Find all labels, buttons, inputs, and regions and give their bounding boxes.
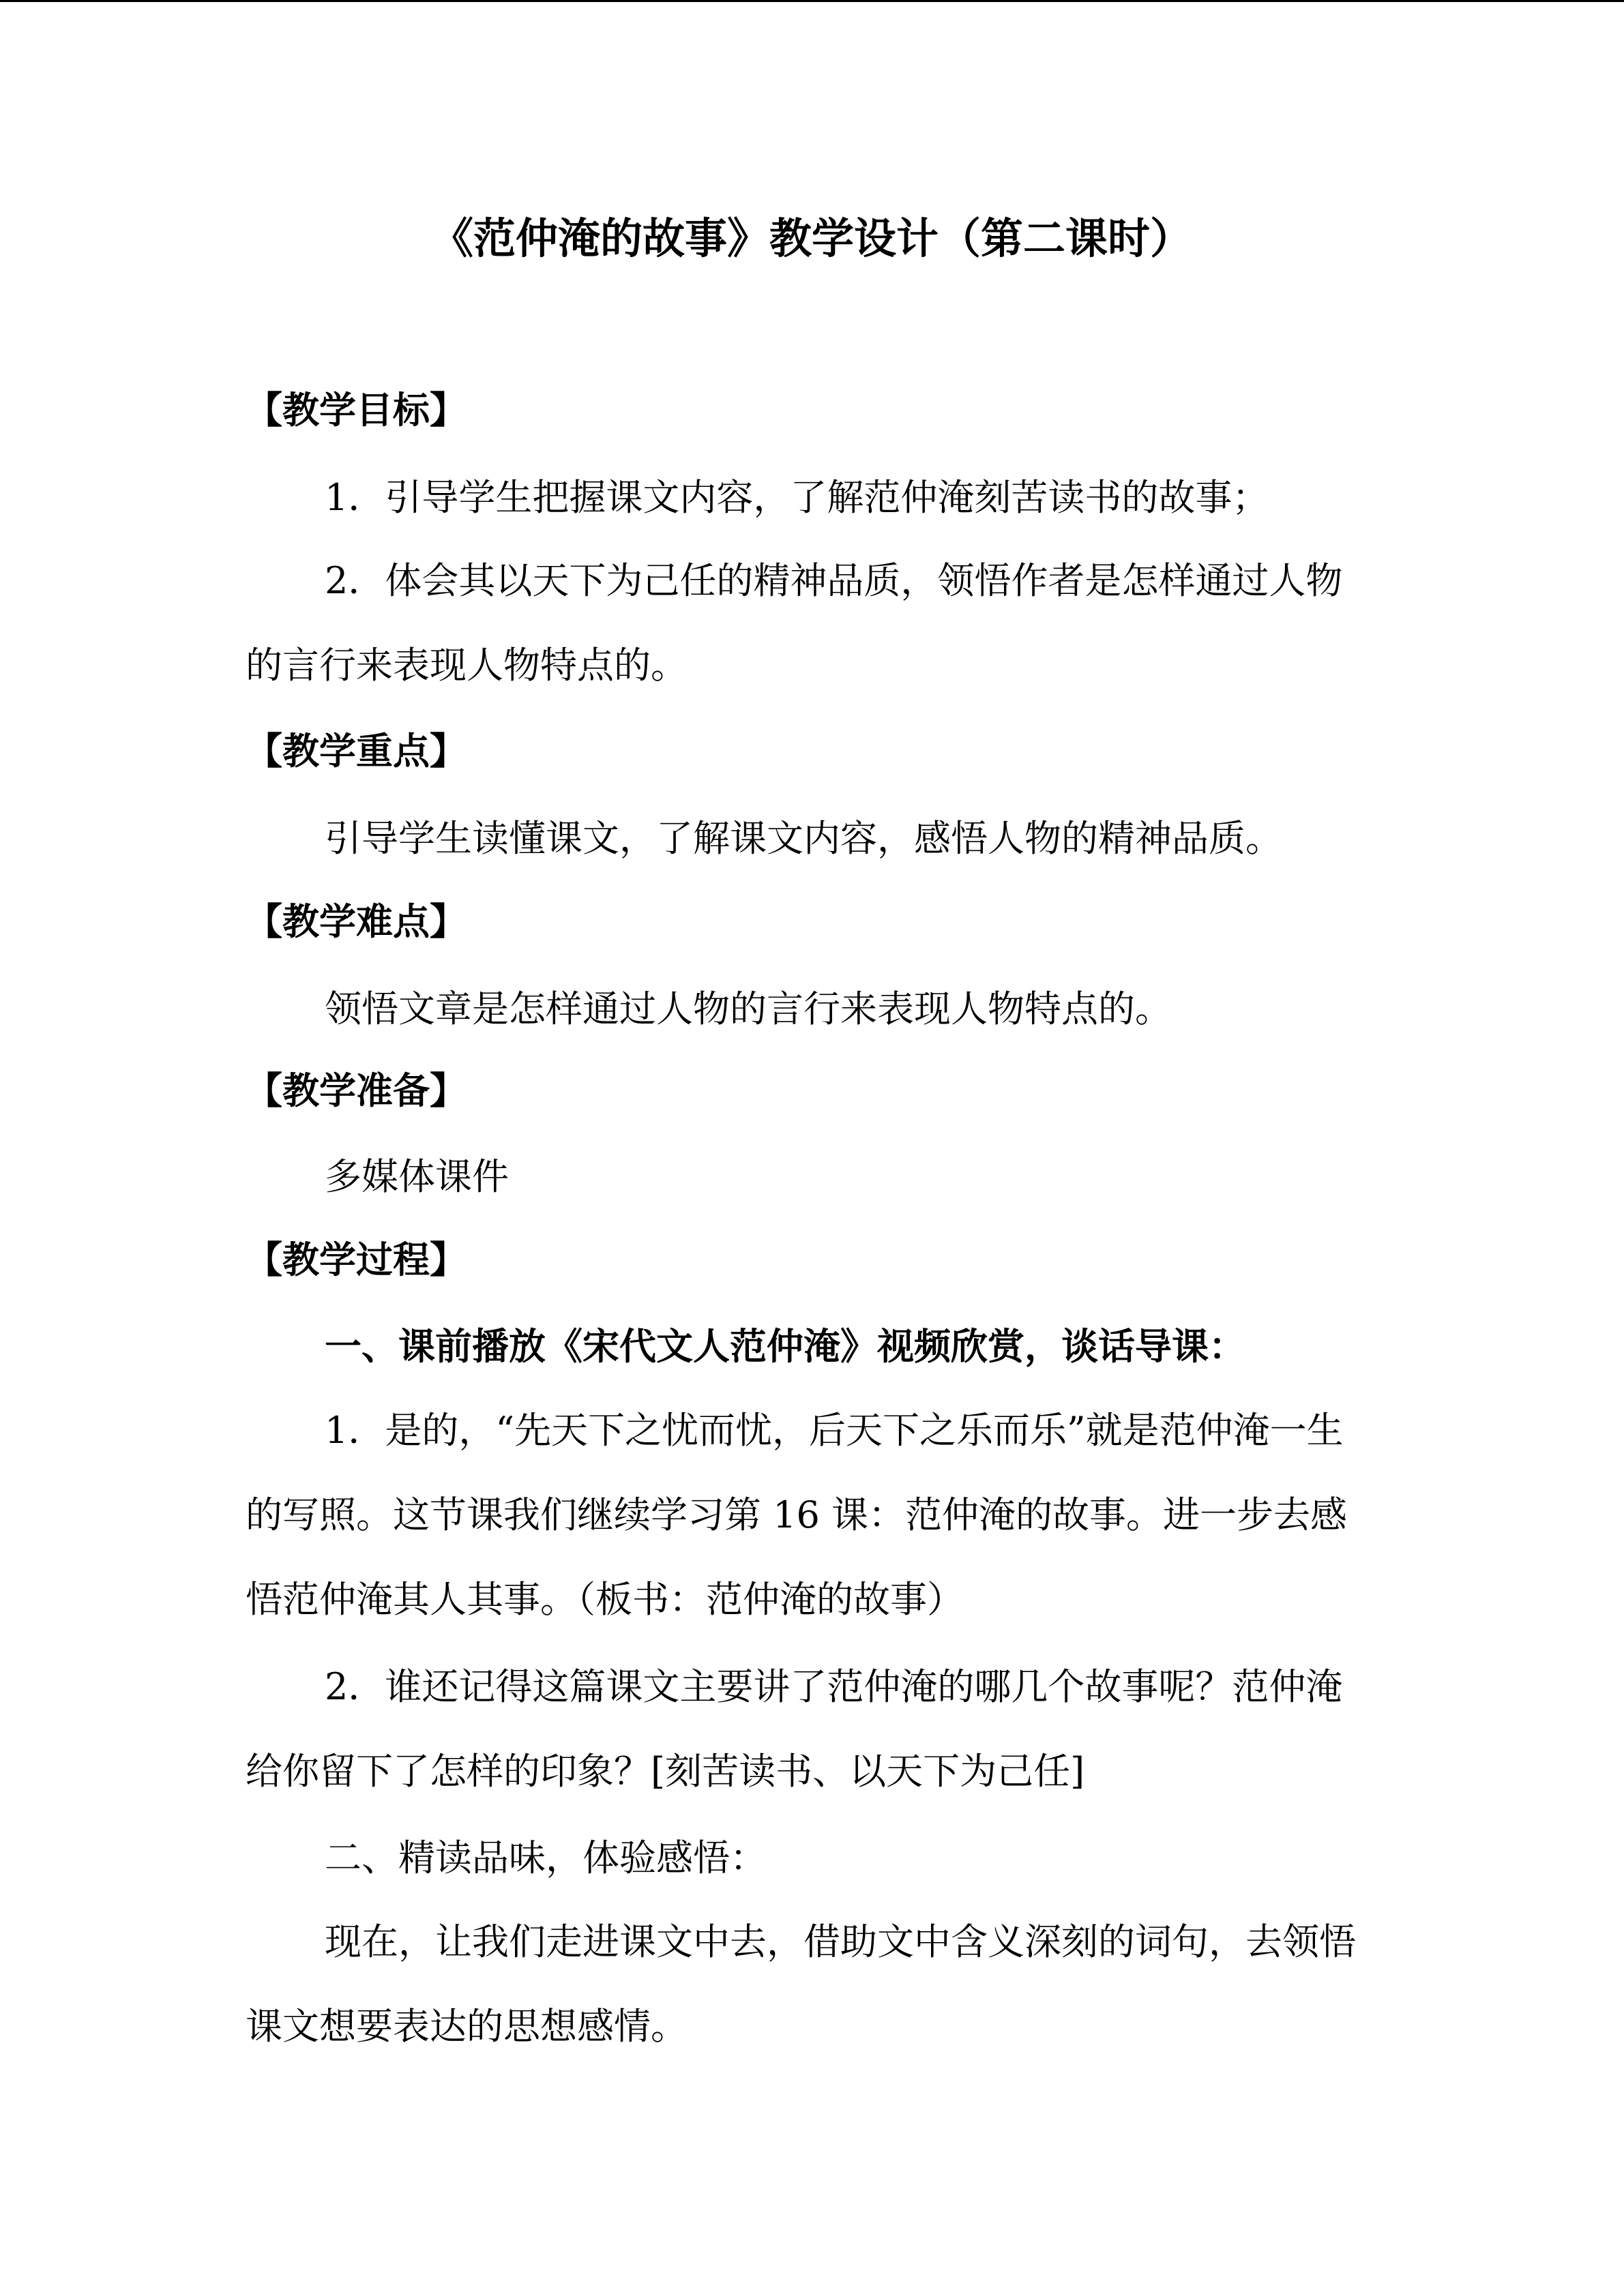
document-page: [246, 0, 1378, 2296]
process-step2-heading: 二、精读品味，体验感悟：: [325, 1836, 767, 1879]
process-step1-paragraph-2: 2．谁还记得这篇课文主要讲了范仲淹的哪几个故事呢？范仲淹给你留下了怎样的印象？[刻苦读书、以天下为己任]: [246, 1665, 1343, 1793]
process-step1-heading: 一、课前播放《宋代文人范仲淹》视频欣赏，谈话导课：: [325, 1325, 1245, 1368]
heading-preparation: 【教学准备】: [246, 1069, 467, 1112]
heading-objectives: 【教学目标】: [246, 389, 467, 432]
heading-process: 【教学过程】: [246, 1238, 467, 1281]
heading-key-points: 【教学重点】: [246, 730, 467, 773]
preparation-text: 多媒体课件: [325, 1155, 509, 1198]
process-step1-paragraph-1: 1．是的，“先天下之忧而忧，后天下之乐而乐”就是范仲淹一生的写照。这节课我们继续学习第 16 课：范仲淹的故事。进一步去感悟范仲淹其人其事。（板书：范仲淹的故事）: [246, 1409, 1348, 1621]
heading-difficulties: 【教学难点】: [246, 900, 467, 943]
objective-item-2: 2．体会其以天下为己任的精神品质，领悟作者是怎样通过人物的言行来表现人物特点的。: [246, 559, 1343, 687]
process-step2-paragraph-1: 现在，让我们走进课文中去，借助文中含义深刻的词句，去领悟课文想要表达的思想感情。: [246, 1920, 1356, 2048]
document-title: 《范仲淹的故事》教学设计（第二课时）: [430, 213, 1192, 263]
difficulties-text: 领悟文章是怎样通过人物的言行来表现人物特点的。: [325, 987, 1172, 1030]
key-points-text: 引导学生读懂课文，了解课文内容，感悟人物的精神品质。: [325, 817, 1282, 860]
objective-item-1: 1．引导学生把握课文内容，了解范仲淹刻苦读书的故事；: [325, 476, 1269, 519]
